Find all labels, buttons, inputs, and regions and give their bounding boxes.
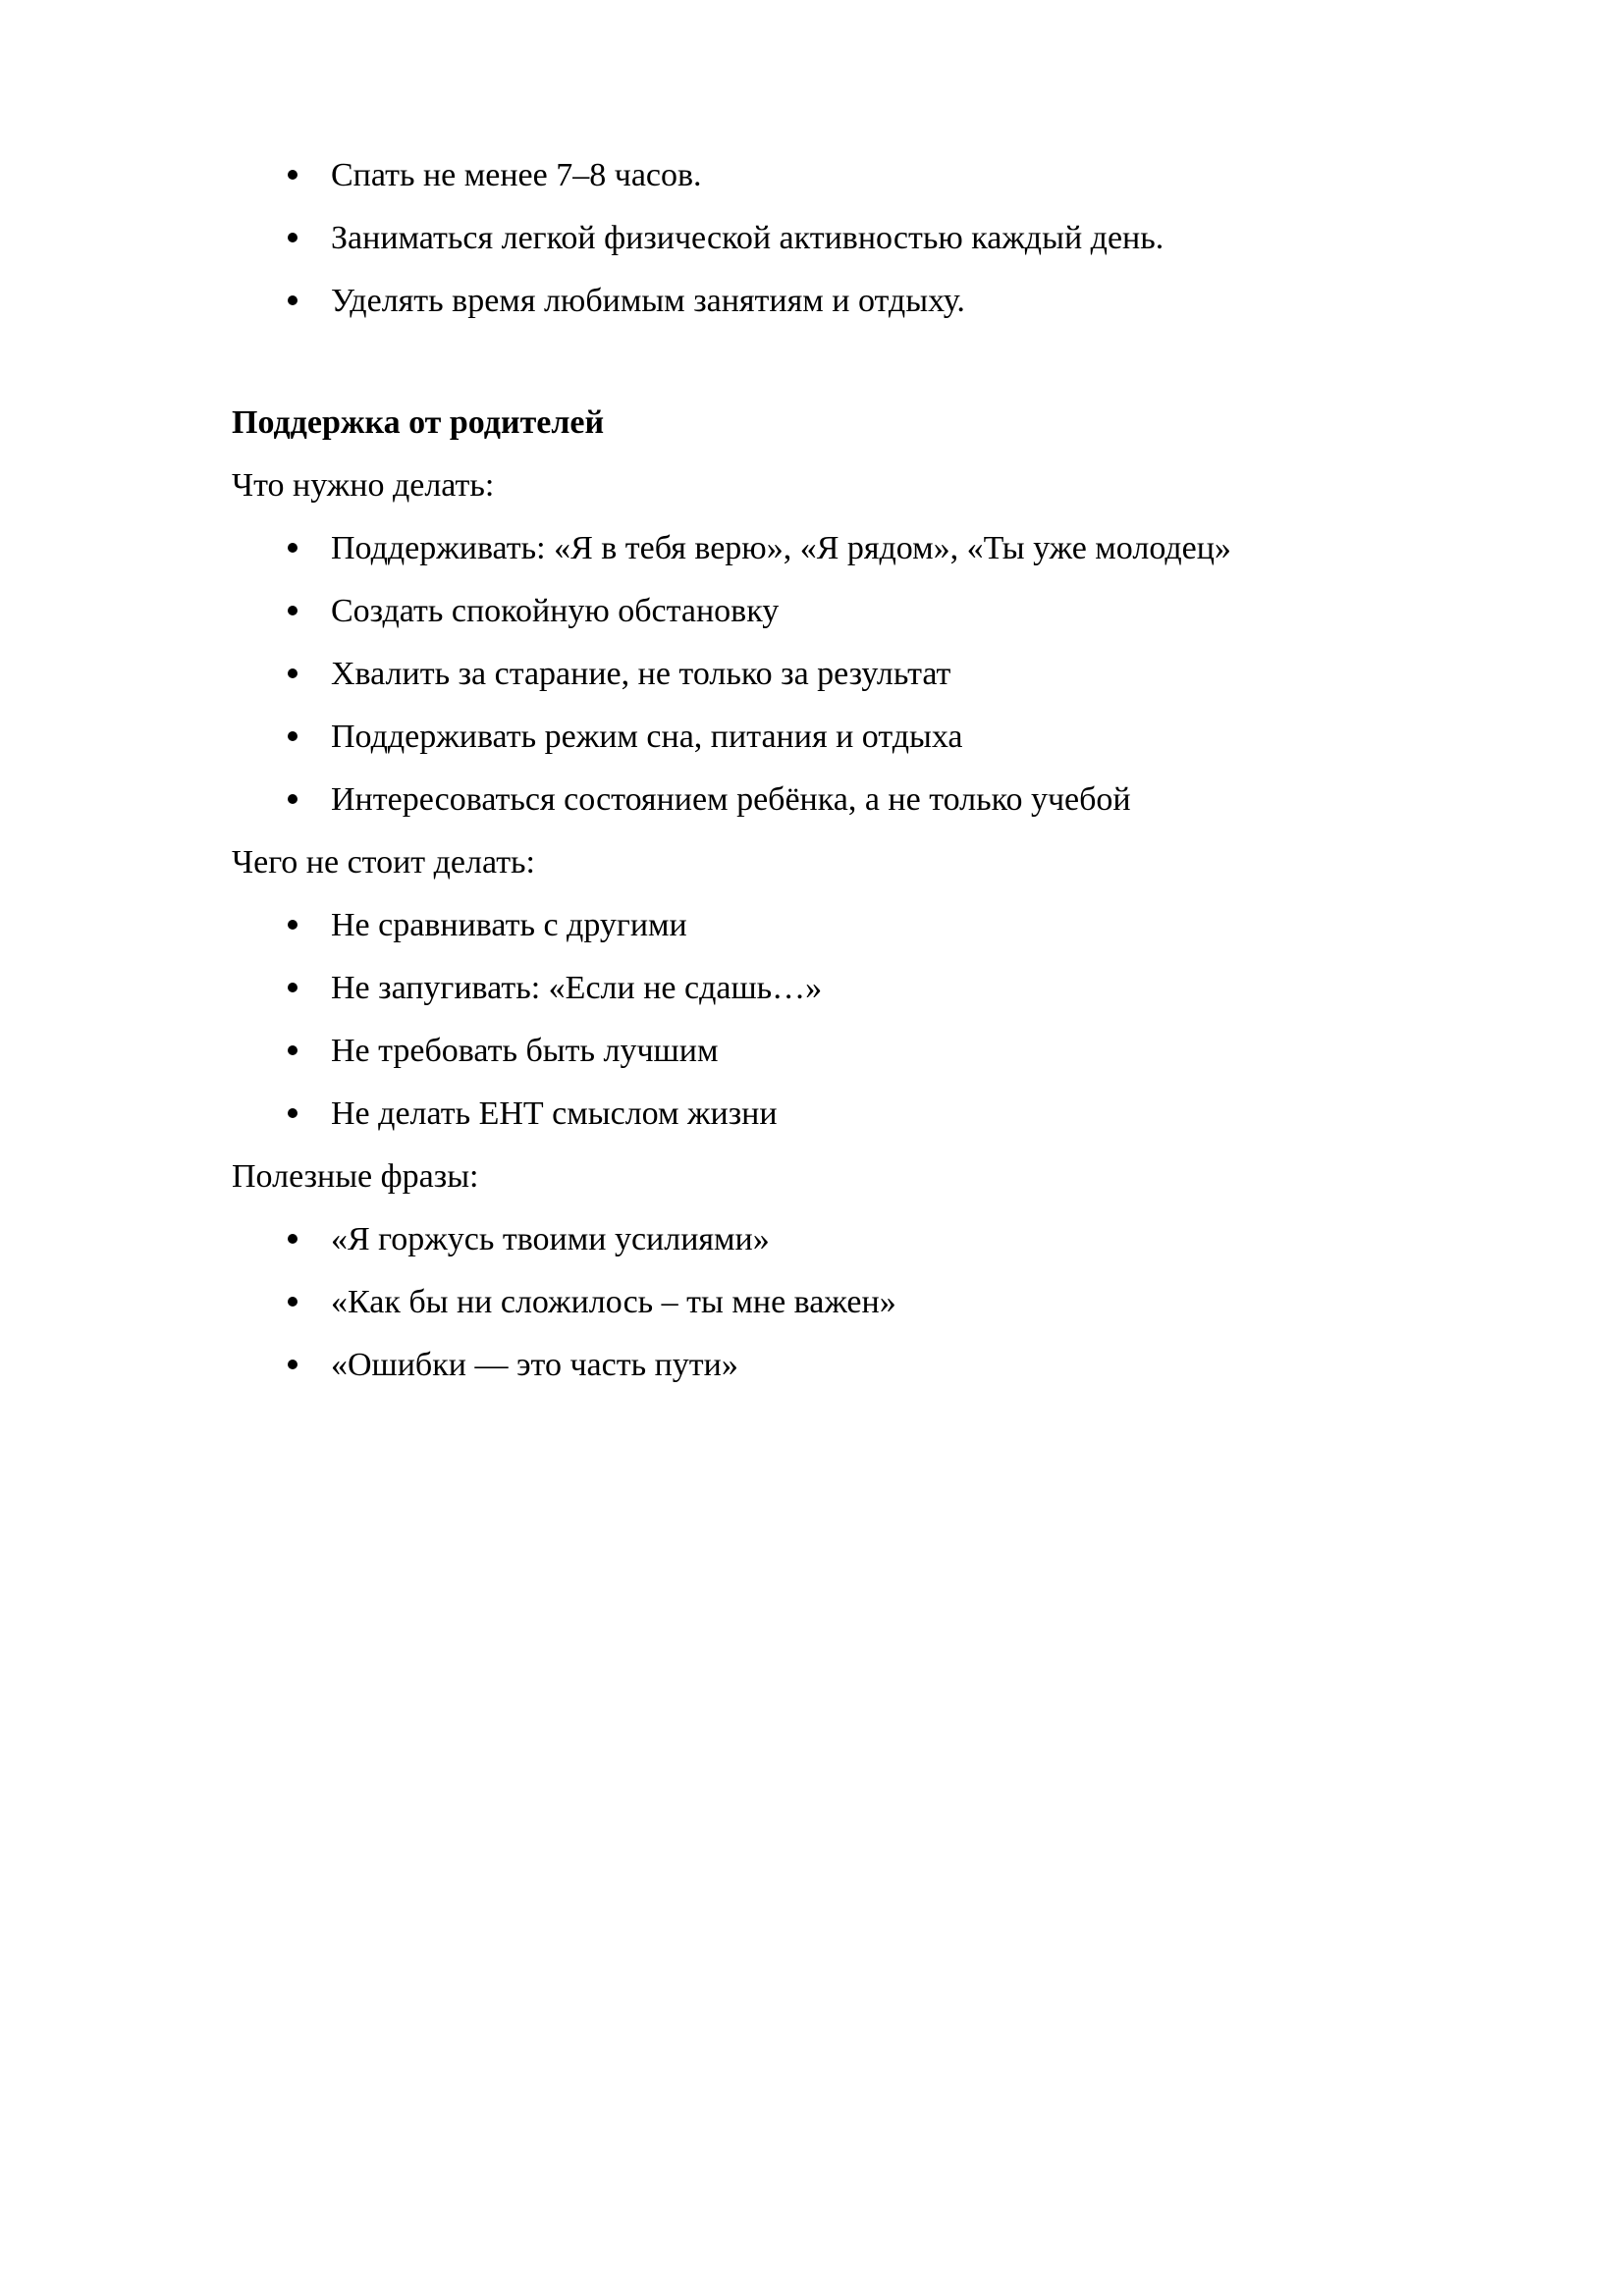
list-item-text: «Я горжусь твоими усилиями» (331, 1221, 770, 1257)
list-item (232, 528, 1449, 568)
list-item-text: Не делать ЕНТ смыслом жизни (331, 1095, 778, 1132)
bullet-icon (288, 233, 298, 242)
bullet-icon (288, 1234, 298, 1244)
list-item-text: Интересоваться состоянием ребёнка, а не только учебой (331, 781, 1131, 818)
group-label-what-to-do: Что нужно делать: (232, 467, 495, 504)
what-to-do-bullet-list (232, 528, 1449, 820)
list-item-text: Не сравнивать с другими (331, 907, 687, 943)
document-content (232, 155, 1449, 1408)
bullet-icon (288, 543, 298, 553)
useful-phrases-bullet-list (232, 1219, 1449, 1385)
list-item-text: «Как бы ни сложилось – ты мне важен» (331, 1284, 896, 1320)
list-item (232, 281, 1449, 321)
list-item-text: Хвалить за старание, не только за результат (331, 656, 951, 692)
bullet-icon (288, 1045, 298, 1055)
bullet-icon (288, 1297, 298, 1307)
list-item-text: «Ошибки — это часть пути» (331, 1347, 738, 1383)
list-item (232, 1282, 1449, 1322)
list-item (232, 779, 1449, 820)
list-item-text: Заниматься легкой физической активностью каждый день. (331, 220, 1164, 256)
intro-bullet-list (232, 155, 1449, 321)
list-item (232, 591, 1449, 631)
list-item (232, 1219, 1449, 1259)
list-item (232, 717, 1449, 757)
bullet-icon (288, 170, 298, 180)
what-not-to-do-bullet-list (232, 905, 1449, 1134)
list-item-text: Поддерживать: «Я в тебя верю», «Я рядом», «Ты уже молодец» (331, 530, 1231, 566)
bullet-icon (288, 731, 298, 741)
bullet-icon (288, 1108, 298, 1118)
list-item (232, 155, 1449, 195)
list-item (232, 1031, 1449, 1071)
bullet-icon (288, 794, 298, 804)
section-heading: Поддержка от родителей (232, 404, 605, 441)
bullet-icon (288, 1360, 298, 1369)
list-item-text: Создать спокойную обстановку (331, 593, 780, 629)
list-item (232, 968, 1449, 1008)
list-item (232, 654, 1449, 694)
list-item-text: Не запугивать: «Если не сдашь…» (331, 970, 823, 1006)
group-label-what-not-to-do: Чего не стоит делать: (232, 844, 536, 881)
list-item-text: Уделять время любимым занятиям и отдыху. (331, 283, 965, 319)
list-item (232, 1345, 1449, 1385)
bullet-icon (288, 983, 298, 992)
list-item (232, 1094, 1449, 1134)
list-item-text: Спать не менее 7–8 часов. (331, 157, 702, 193)
bullet-icon (288, 606, 298, 615)
bullet-icon (288, 920, 298, 930)
group-label-useful-phrases: Полезные фразы: (232, 1158, 479, 1195)
list-item-text: Поддерживать режим сна, питания и отдыха (331, 719, 963, 755)
list-item-text: Не требовать быть лучшим (331, 1033, 719, 1069)
list-item (232, 218, 1449, 258)
list-item (232, 905, 1449, 945)
bullet-icon (288, 668, 298, 678)
bullet-icon (288, 295, 298, 305)
